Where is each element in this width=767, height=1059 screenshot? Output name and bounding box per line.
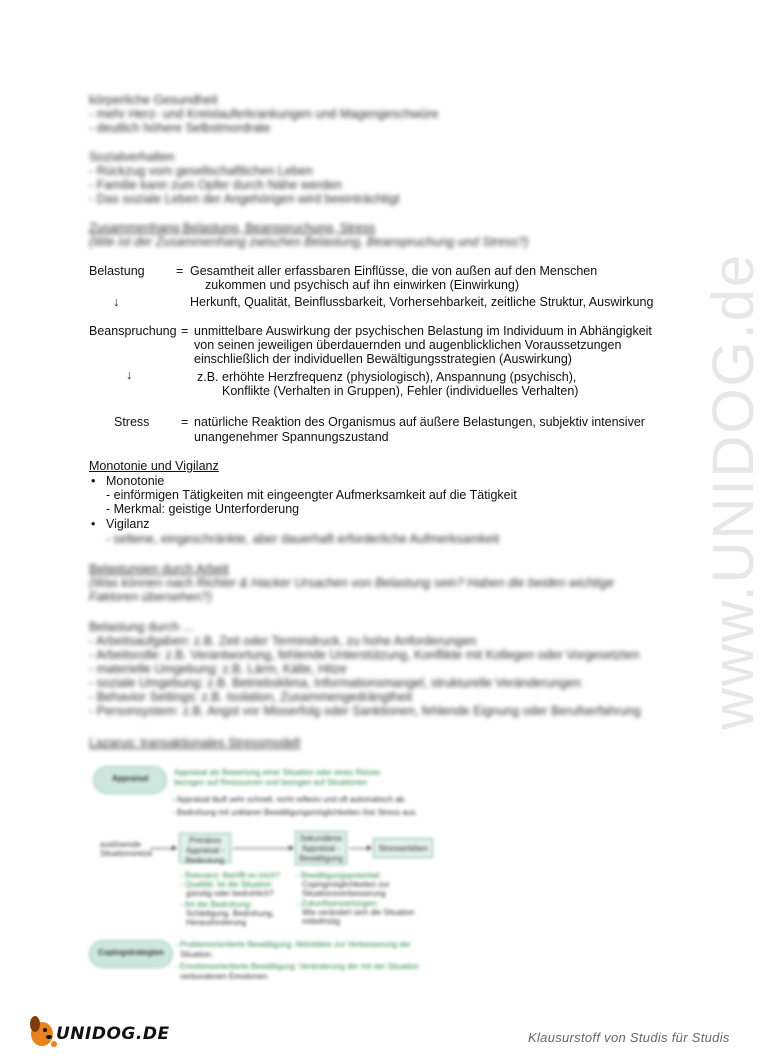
blurred-line: - Behavior Settings: z.B. Isolation, Zusammengedrängtheit xyxy=(89,690,413,704)
unidog-logo[interactable] xyxy=(22,1010,172,1050)
appraisal-pill-label: Appraisal xyxy=(112,774,149,783)
list-item-monotonie: Monotonie xyxy=(106,474,165,488)
primary-appraisal-box xyxy=(179,833,231,863)
coping-detail: - Problemorientierte Bewältigung: Aktivitäten zur Verbesserung der xyxy=(175,940,411,949)
coping-detail: verbundenen Emotionen. xyxy=(180,972,270,981)
beanspruchung-example: z.B. erhöhte Herzfrequenz (physiologisch), Anspannung (psychisch), xyxy=(197,370,577,384)
blurred-line: - Arbeitsrolle: z.B. Verantwortung, fehlende Unterstützung, Konflikte mit Kollegen oder Vorgesetzten xyxy=(89,648,640,662)
blurred-line: - materielle Umgebung: z.B. Lärm, Kälte, Hitze xyxy=(89,662,347,676)
blurred-question: Faktoren übersehen?) xyxy=(89,590,212,604)
primary-detail: - Art der Bedrohung: xyxy=(180,900,253,909)
sub-item: - Merkmal: geistige Unterforderung xyxy=(106,502,300,516)
stress-definition-line: unangenehmer Spannungszustand xyxy=(194,430,389,444)
trigger-label: Situationsreize xyxy=(100,849,153,858)
belastung-aspects: Herkunft, Qualität, Beinflussbarkeit, Vorhersehbarkeit, zeitliche Struktur, Auswirkung xyxy=(190,295,654,309)
appraisal-desc: Appraisal als Bewertung einer Situation oder eines Reizes xyxy=(174,768,380,777)
box-label: Primäres xyxy=(188,836,221,845)
beanspruchung-definition-line: von seinen jeweiligen überdauernden und augenblicklichen Voraussetzungen xyxy=(194,338,622,352)
down-arrow-icon: ↓ xyxy=(113,295,120,309)
bullet-icon: • xyxy=(91,474,96,488)
equals-sign: = xyxy=(181,415,189,429)
primary-detail: - Qualität: Ist die Situation xyxy=(180,880,272,889)
blurred-line: - Das soziale Leben der Angehörigen wird beeinträchtigt xyxy=(89,192,400,206)
arrow-icon xyxy=(150,848,176,849)
sub-item: - einförmigen Tätigkeiten mit eingeengter Aufmerksamkeit auf die Tätigkeit xyxy=(106,488,517,502)
secondary-detail: mittelfristig xyxy=(302,917,341,926)
box-label: Appraisal - xyxy=(185,846,225,855)
arrow-icon xyxy=(233,848,293,849)
section-heading-monotonie: Monotonie und Vigilanz xyxy=(89,459,219,473)
blurred-question: (Wie ist der Zusammenhang zwischen Belastung, Beanspruchung und Stress?) xyxy=(89,235,529,249)
beanspruchung-definition-line: unmittelbare Auswirkung der psychischen Belastung im Individuum in Abhängigkeit xyxy=(194,324,652,338)
footer-tagline: Klausurstoff von Studis für Studis xyxy=(528,1030,730,1045)
trigger-label: auslösende xyxy=(100,840,141,849)
primary-detail: günstig oder bedrohlich? xyxy=(186,889,274,898)
secondary-detail: Situationsverbesserung xyxy=(302,889,386,898)
logo-text: UNIDOG.DE xyxy=(56,1024,170,1044)
arrow-icon xyxy=(349,848,371,849)
coping-detail: - Emotionsorientierte Bewältigung: Veränderung der mit der Situation xyxy=(175,962,419,971)
blurred-heading-context: Zusammenhang Belastung, Beanspruchung, Stress xyxy=(89,221,376,235)
blurred-line: - seltene, eingeschränkte, aber dauerhaft erforderliche Aufmerksamkeit xyxy=(106,532,500,546)
box-label: Stresserleben xyxy=(378,844,428,853)
blurred-line: - Rückzug vom gesellschaftlichen Leben xyxy=(89,164,313,178)
belastung-definition-line: Gesamtheit aller erfassbaren Einflüsse, die von außen auf den Menschen xyxy=(190,264,598,278)
blurred-heading-lazarus: Lazarus: transaktionales Stressmodell xyxy=(89,736,301,750)
blurred-line: - Familie kann zum Opfer durch Nähe werden xyxy=(89,178,342,192)
stress-definition-line: natürliche Reaktion des Organismus auf äußere Belastungen, subjektiv intensiver xyxy=(194,415,645,429)
term-beanspruchung: Beanspruchung xyxy=(89,324,177,338)
stress-result-box xyxy=(373,838,433,858)
box-label: Sekundäres xyxy=(299,834,343,843)
appraisal-note: - Appraisal läuft sehr schnell, nicht reflexiv und oft automatisch ab. xyxy=(172,795,407,804)
blurred-heading-social: Sozialverhalten xyxy=(89,150,175,164)
coping-pill-label: Copingstrategien xyxy=(98,948,164,957)
term-belastung: Belastung xyxy=(89,264,145,278)
list-item-vigilanz: Vigilanz xyxy=(106,517,150,531)
equals-sign: = xyxy=(181,324,189,338)
primary-detail: Herausforderung xyxy=(186,918,247,927)
equals-sign: = xyxy=(176,264,184,278)
coping-detail: Situation. xyxy=(180,950,214,959)
down-arrow-icon: ↓ xyxy=(126,368,133,382)
appraisal-desc: bezogen auf Ressourcen und bezogen auf Situationen xyxy=(174,778,368,787)
box-label: Appraisal - xyxy=(301,844,341,853)
secondary-detail: - Zukunftserwartungen: xyxy=(296,899,379,908)
secondary-detail: Wie verändert sich die Situation xyxy=(302,908,415,917)
watermark: www.UNIDOG.de xyxy=(701,252,766,730)
primary-detail: Schädigung, Bedrohung, xyxy=(186,909,275,918)
secondary-appraisal-box xyxy=(295,831,347,865)
secondary-detail: Copingmöglichkeiten zur xyxy=(302,880,390,889)
bullet-icon: • xyxy=(91,517,96,531)
blurred-line: - Personsystem: z.B. Angst vor Misserfolg oder Sanktionen, fehlende Eignung oder Berufserfahrung xyxy=(89,704,641,718)
box-label: Bewältigung xyxy=(299,854,343,863)
belastung-definition-line: zukommen und psychisch auf ihn einwirken (Einwirkung) xyxy=(205,278,520,292)
blurred-question: (Was können nach Richter & Hacker Ursachen von Belastung sein? Haben die beiden wichtige xyxy=(89,576,615,590)
term-stress: Stress xyxy=(114,415,150,429)
blurred-line: - Arbeitsaufgaben: z.B. Zeit oder Termindruck, zu hohe Anforderungen xyxy=(89,634,477,648)
primary-detail: - Relevanz: Betrifft es mich? xyxy=(180,871,280,880)
box-label: Bedeutung xyxy=(185,856,225,865)
blurred-heading-work: Belastungen durch Arbeit xyxy=(89,562,229,576)
appraisal-note: - Bedrohung mit unklaren Bewältigungsmöglichkeiten löst Stress aus. xyxy=(172,808,418,817)
blurred-line: - mehr Herz- und Kreislauferkrankungen und Magengeschwüre xyxy=(89,107,439,121)
beanspruchung-definition-line: einschließlich der individuellen Bewältigungsstrategien (Auswirkung) xyxy=(194,352,572,366)
blurred-heading-sources: Belastung durch ... xyxy=(89,620,194,634)
blurred-line: - soziale Umgebung: z.B. Betriebsklima, Informationsmangel, strukturelle Veränderungen xyxy=(89,676,581,690)
beanspruchung-example: Konflikte (Verhalten in Gruppen), Fehler (individuelles Verhalten) xyxy=(222,384,579,398)
blurred-line: - deutlich höhere Selbstmordrate xyxy=(89,121,271,135)
secondary-detail: - Bewältigungspotential: xyxy=(296,871,381,880)
blurred-heading-health: körperliche Gesundheit xyxy=(89,93,218,107)
